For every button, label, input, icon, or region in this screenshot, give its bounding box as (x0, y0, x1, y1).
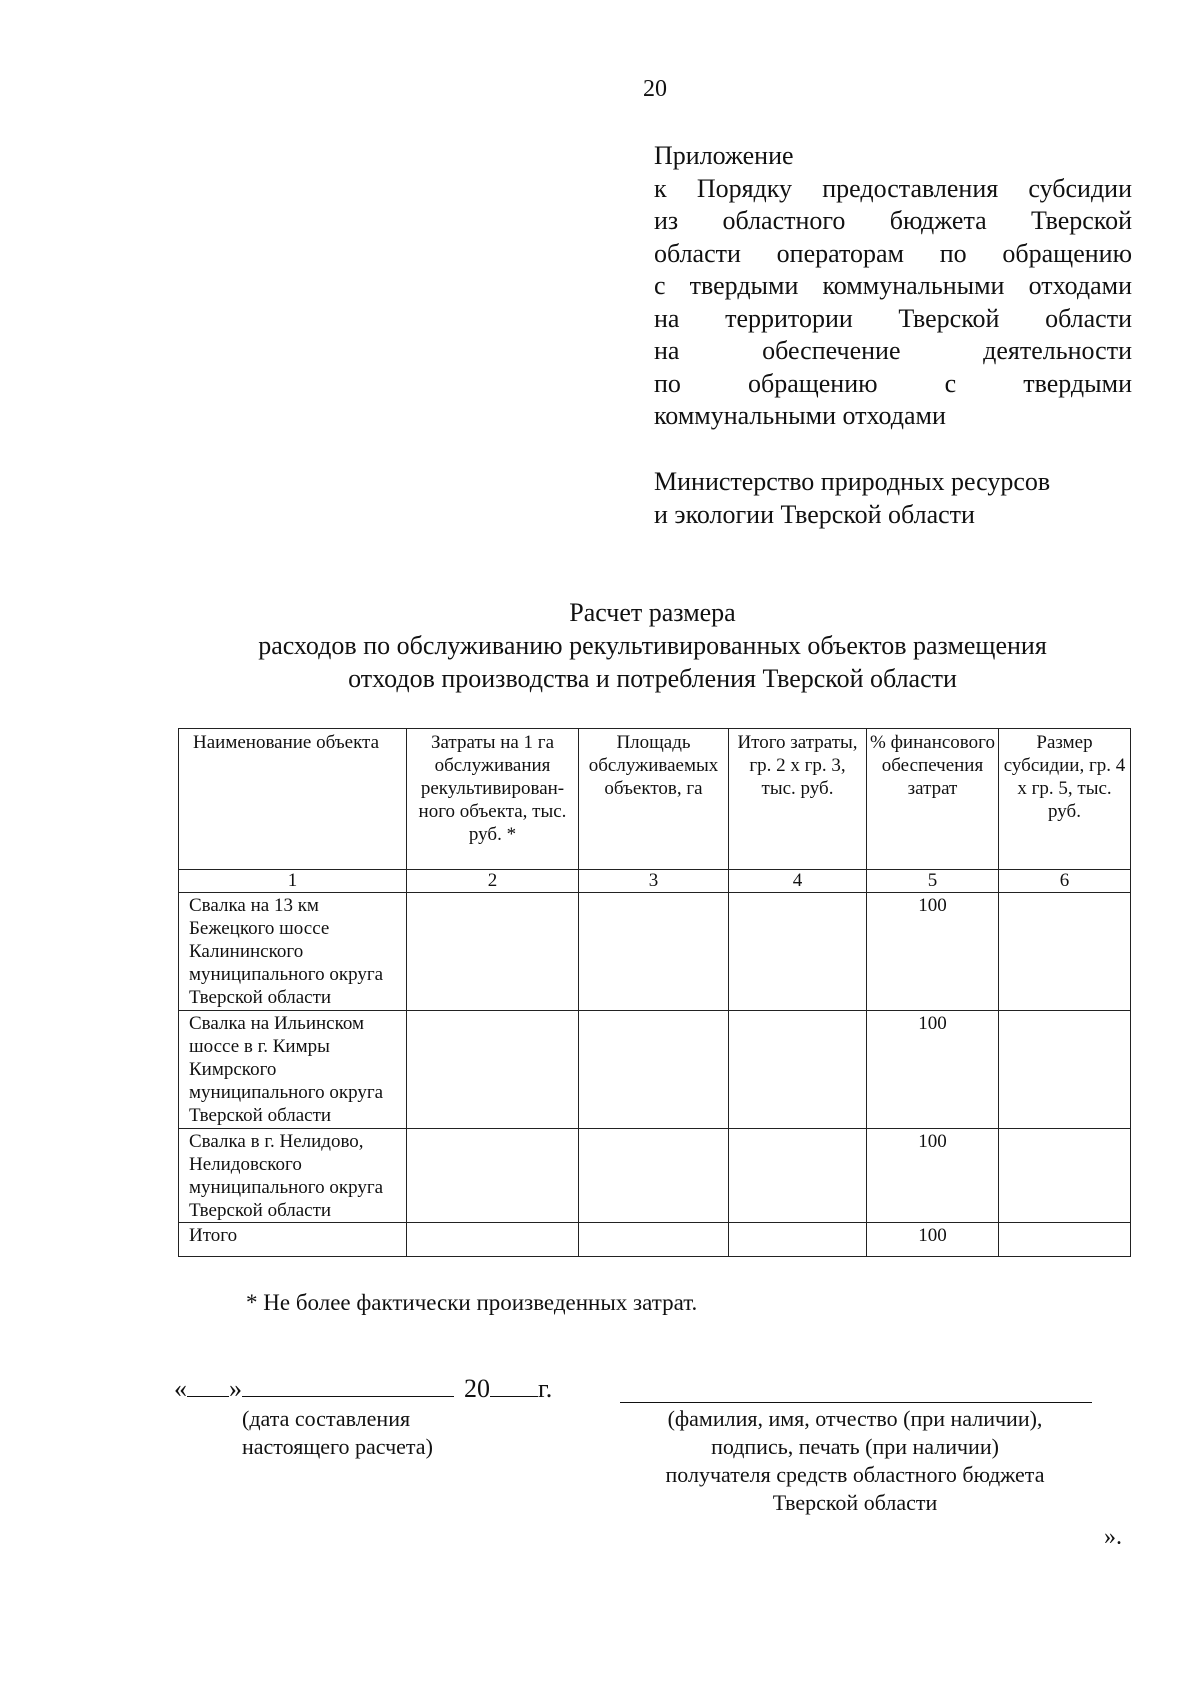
total-empty-cell (999, 1223, 1131, 1257)
appendix-line: на территории Тверской области (654, 303, 1132, 333)
appendix-line: с твердыми коммунальными отходами (654, 271, 1132, 300)
total-empty-cell (579, 1223, 729, 1257)
table-header-row (179, 729, 1131, 870)
subsidy-cell (999, 1011, 1131, 1129)
total-empty-cell (407, 1223, 579, 1257)
document-title-line: Расчет размера (569, 598, 736, 627)
appendix-line: на обеспечение деятельности (654, 336, 1132, 365)
percent-cell: 100 (867, 1129, 999, 1223)
month-blank (242, 1374, 454, 1397)
column-number-row (179, 870, 1131, 893)
header-total-cost: Итого затраты, гр. 2 х гр. 3, тыс. руб. (729, 729, 867, 870)
object-name-cell: Свалка на Ильинском шоссе в г. Кимры Кимрского муниципального округа Тверской области (179, 1011, 407, 1129)
day-blank (187, 1374, 229, 1397)
column-number: 4 (729, 870, 867, 893)
cost-per-ha-cell (407, 1129, 579, 1223)
column-number: 5 (867, 870, 999, 893)
date-caption-line: настоящего расчета) (242, 1434, 433, 1459)
header-area: Площадь обслуживаемых объектов, га (579, 729, 729, 870)
cost-per-ha-cell (407, 893, 579, 1011)
subsidy-cell (999, 893, 1131, 1011)
object-name-cell: Свалка в г. Нелидово, Нелидовского муниципального округа Тверской области (179, 1129, 407, 1223)
appendix-line: из областного бюджета Тверской (654, 206, 1132, 235)
signature-line (620, 1402, 1092, 1403)
percent-cell: 100 (867, 1011, 999, 1129)
ministry-block (654, 466, 1154, 531)
year-suffix: г. (538, 1374, 553, 1403)
appendix-block (654, 140, 1132, 433)
year-prefix: 20 (464, 1374, 490, 1403)
area-cell (579, 1011, 729, 1129)
appendix-line: к Порядку предоставления субсидии (654, 173, 1132, 203)
document-title-line: расходов по обслуживанию рекультивированных объектов размещения (258, 631, 1047, 660)
signature-caption-line: Тверской области (772, 1490, 938, 1515)
area-cell (579, 893, 729, 1011)
header-subsidy: Размер субсидии, гр. 4 х гр. 5, тыс. руб. (999, 729, 1131, 870)
footnote: * Не более фактически произведенных затрат. (246, 1290, 698, 1315)
quote-open: « (174, 1374, 187, 1403)
document-title-line: отходов производства и потребления Тверской области (348, 664, 957, 693)
calculation-table (178, 728, 1131, 1257)
total-cost-cell (729, 1011, 867, 1129)
total-label-cell: Итого (179, 1223, 407, 1257)
signature-caption-line: подпись, печать (при наличии) (711, 1434, 999, 1459)
total-cost-cell (729, 893, 867, 1011)
year-blank (490, 1374, 538, 1397)
table-row (179, 1129, 1131, 1223)
ministry-line: и экологии Тверской области (654, 499, 975, 529)
area-cell (579, 1129, 729, 1223)
closing-mark: ». (1104, 1524, 1122, 1550)
date-caption (242, 1405, 433, 1461)
column-number: 6 (999, 870, 1131, 893)
total-empty-cell (729, 1223, 867, 1257)
appendix-line: по обращению с твердыми (654, 368, 1132, 398)
header-object-name: Наименование объекта (179, 729, 407, 870)
signature-caption-line: (фамилия, имя, отчество (при наличии), (667, 1406, 1043, 1431)
appendix-line: области операторам по обращению (654, 238, 1132, 268)
object-name-cell: Свалка на 13 км Бежецкого шоссе Калининского муниципального округа Тверской области (179, 893, 407, 1011)
page-number: 20 (643, 76, 667, 102)
appendix-title: Приложение (654, 141, 794, 170)
column-number: 2 (407, 870, 579, 893)
date-line (174, 1374, 552, 1404)
table-row (179, 1011, 1131, 1129)
percent-cell: 100 (867, 893, 999, 1011)
header-percent: % финансового обеспечения затрат (867, 729, 999, 870)
quote-close: » (229, 1374, 242, 1403)
total-percent-cell: 100 (867, 1223, 999, 1257)
subsidy-cell (999, 1129, 1131, 1223)
column-number: 3 (579, 870, 729, 893)
document-title (150, 596, 1155, 695)
cost-per-ha-cell (407, 1011, 579, 1129)
date-caption-line: (дата составления (242, 1406, 411, 1431)
column-number: 1 (179, 870, 407, 893)
total-cost-cell (729, 1129, 867, 1223)
header-cost-per-ha: Затраты на 1 га обслуживания рекультивирован-ного объекта, тыс. руб. * (407, 729, 579, 870)
ministry-line: Министерство природных ресурсов (654, 467, 1051, 496)
table-row (179, 893, 1131, 1011)
signature-caption-line: получателя средств областного бюджета (665, 1462, 1045, 1487)
appendix-line: коммунальными отходами (654, 401, 946, 430)
signature-caption (620, 1405, 1090, 1517)
total-row (179, 1223, 1131, 1257)
